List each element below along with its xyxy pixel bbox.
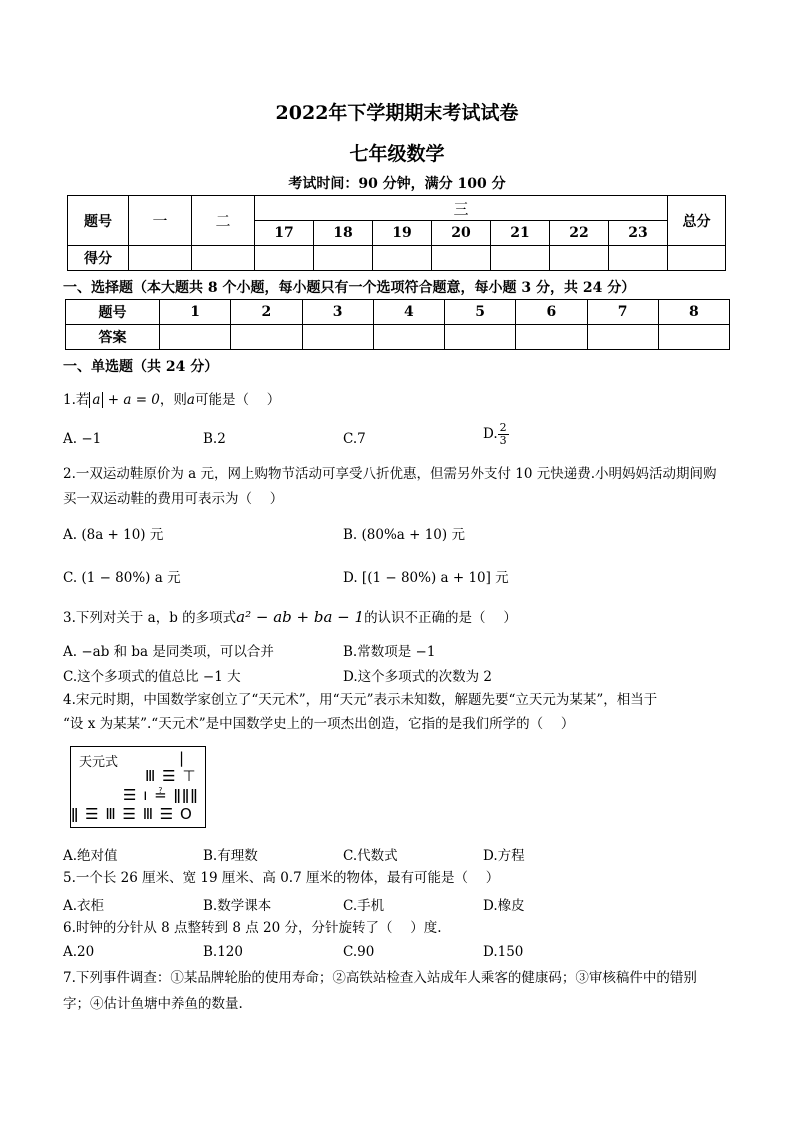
q3-option-b[interactable]: B.常数项是 −1	[343, 644, 436, 660]
section-choice-title: 一、选择题（本大题共 8 个小题，每小题只有一个选项符合题意，每小题 3 分，共 24 分）	[63, 280, 636, 296]
score-sub-23: 23	[609, 221, 668, 246]
score-sub-17: 17	[255, 221, 314, 246]
score-cell[interactable]	[373, 246, 432, 271]
q1-prefix: 1.若	[63, 392, 90, 408]
answer-cell[interactable]	[658, 325, 729, 350]
score-sub-18: 18	[314, 221, 373, 246]
q1-option-a[interactable]: A. −1	[63, 431, 102, 447]
q1-option-c[interactable]: C.7	[343, 431, 366, 447]
score-table	[67, 195, 726, 271]
counting-rods-row-4: ǁ ☰ Ⅲ ☰ Ⅲ ☰ O	[71, 805, 193, 823]
answer-num-6: 6	[516, 300, 587, 325]
counting-rods-row-2: Ⅲ ☰ ⊤	[145, 767, 197, 785]
score-cell[interactable]	[255, 246, 314, 271]
exam-info: 考试时间：90 分钟，满分 100 分	[288, 176, 506, 192]
score-cell[interactable]	[609, 246, 668, 271]
answer-header: 题号	[66, 300, 160, 325]
score-cell[interactable]	[668, 246, 726, 271]
tianyuan-figure-label: 天元式	[79, 755, 119, 770]
score-cell[interactable]	[192, 246, 255, 271]
counting-rods-row-3: ☰ ı ≟ ǁǁǁ	[123, 786, 199, 804]
q4-option-d[interactable]: D.方程	[483, 848, 525, 864]
q4-option-c[interactable]: C.代数式	[343, 848, 398, 864]
q3-stem-suffix: 的认识不正确的是（ ）	[364, 610, 517, 626]
score-row-label: 得分	[68, 246, 129, 271]
q6-option-a[interactable]: A.20	[63, 944, 95, 960]
tianyuan-figure	[70, 746, 206, 828]
answer-cell[interactable]	[231, 325, 302, 350]
score-sub-22: 22	[550, 221, 609, 246]
fraction-numerator: 2	[499, 421, 507, 434]
q1-option-b[interactable]: B.2	[203, 431, 226, 447]
score-sub-20: 20	[432, 221, 491, 246]
score-header-two: 二	[192, 196, 255, 246]
q1-option-d[interactable]	[483, 422, 509, 447]
answer-num-2: 2	[231, 300, 302, 325]
score-sub-21: 21	[491, 221, 550, 246]
answer-num-4: 4	[373, 300, 444, 325]
q1-expr: + a = 0	[107, 392, 160, 408]
q5-option-d[interactable]: D.橡皮	[483, 898, 525, 914]
question-4-line-1: 4.宋元时期，中国数学家创立了“天元术”，用“天元”表示未知数，解题先要“立天元为某某”，相当于	[63, 692, 658, 708]
score-header-three: 三	[255, 196, 668, 221]
q3-stem-prefix: 3.下列对关于 a，b 的多项式	[63, 610, 237, 626]
answer-cell[interactable]	[302, 325, 373, 350]
answer-num-3: 3	[302, 300, 373, 325]
answer-table	[65, 299, 730, 350]
question-7-line-2: 字；④估计鱼塘中养鱼的数量.	[63, 996, 243, 1012]
q5-option-a[interactable]: A.衣柜	[63, 898, 105, 914]
q3-option-c[interactable]: C.这个多项式的值总比 −1 大	[63, 669, 241, 685]
score-header-one: 一	[129, 196, 192, 246]
q4-option-b[interactable]: B.有理数	[203, 848, 258, 864]
score-cell[interactable]	[550, 246, 609, 271]
q2-option-a[interactable]: A. (8a + 10) 元	[63, 527, 164, 543]
score-header-num: 题号	[68, 196, 129, 246]
score-header-total: 总分	[668, 196, 726, 246]
q2-option-d[interactable]: D. [(1 − 80%) a + 10] 元	[343, 570, 509, 586]
question-4-line-2: “设 x 为某某”.“天元术”是中国数学史上的一项杰出创造，它指的是我们所学的（ ）	[63, 716, 575, 732]
q3-option-d[interactable]: D.这个多项式的次数为 2	[343, 669, 493, 685]
q2-option-c[interactable]: C. (1 − 80%) a 元	[63, 570, 181, 586]
q1-var: a	[186, 392, 195, 408]
q2-option-b[interactable]: B. (80%a + 10) 元	[343, 527, 465, 543]
counting-rods-row-1: |	[179, 749, 186, 767]
question-2-line-2: 买一双运动鞋的费用可表示为（ ）	[63, 491, 284, 507]
answer-num-5: 5	[445, 300, 516, 325]
question-7-line-1: 7.下列事件调查：①某品牌轮胎的使用寿命；②高铁站检查入站成年人乘客的健康码；③审核稿件中的错别	[63, 970, 697, 986]
answer-cell[interactable]	[516, 325, 587, 350]
answer-num-8: 8	[658, 300, 729, 325]
section-single-title: 一、单选题（共 24 分）	[63, 359, 219, 375]
question-3-stem	[63, 605, 517, 630]
question-1-stem	[63, 388, 280, 412]
q4-option-a[interactable]: A.绝对值	[63, 848, 118, 864]
q6-option-c[interactable]: C.90	[343, 944, 375, 960]
score-cell[interactable]	[314, 246, 373, 271]
question-5-stem: 5.一个长 26 厘米、宽 19 厘米、高 0.7 厘米的物体，最有可能是（ ）	[63, 870, 500, 886]
score-cell[interactable]	[432, 246, 491, 271]
q3-option-a[interactable]: A. −ab 和 ba 是同类项，可以合并	[63, 644, 274, 660]
exam-title: 2022年下学期期末考试试卷	[275, 102, 519, 124]
q6-option-b[interactable]: B.120	[203, 944, 243, 960]
question-2-line-1: 2.一双运动鞋原价为 a 元，网上购物节活动可享受八折优惠，但需另外支付 10 元快递费.小明妈妈活动期间购	[63, 466, 717, 482]
q1-tail: 可能是（ ）	[194, 392, 281, 408]
question-6-stem: 6.时钟的分针从 8 点整转到 8 点 20 分，分针旋转了（ ）度.	[63, 920, 442, 936]
exam-subtitle: 七年级数学	[349, 143, 445, 165]
answer-cell[interactable]	[587, 325, 658, 350]
q1-abs-value: a	[89, 392, 103, 408]
q5-option-c[interactable]: C.手机	[343, 898, 385, 914]
q6-option-d[interactable]: D.150	[483, 944, 524, 960]
answer-num-7: 7	[587, 300, 658, 325]
q5-option-b[interactable]: B.数学课本	[203, 898, 272, 914]
answer-row-label: 答案	[66, 325, 160, 350]
q3-polynomial: a² − ab + ba − 1	[236, 608, 365, 626]
answer-cell[interactable]	[445, 325, 516, 350]
score-cell[interactable]	[491, 246, 550, 271]
score-cell[interactable]	[129, 246, 192, 271]
fraction-denominator: 3	[499, 434, 507, 447]
q1-post: ，则	[159, 392, 187, 408]
answer-num-1: 1	[160, 300, 231, 325]
answer-cell[interactable]	[373, 325, 444, 350]
q1-option-d-label: D.	[483, 426, 498, 442]
answer-cell[interactable]	[160, 325, 231, 350]
score-sub-19: 19	[373, 221, 432, 246]
q1-option-d-fraction	[498, 422, 509, 447]
